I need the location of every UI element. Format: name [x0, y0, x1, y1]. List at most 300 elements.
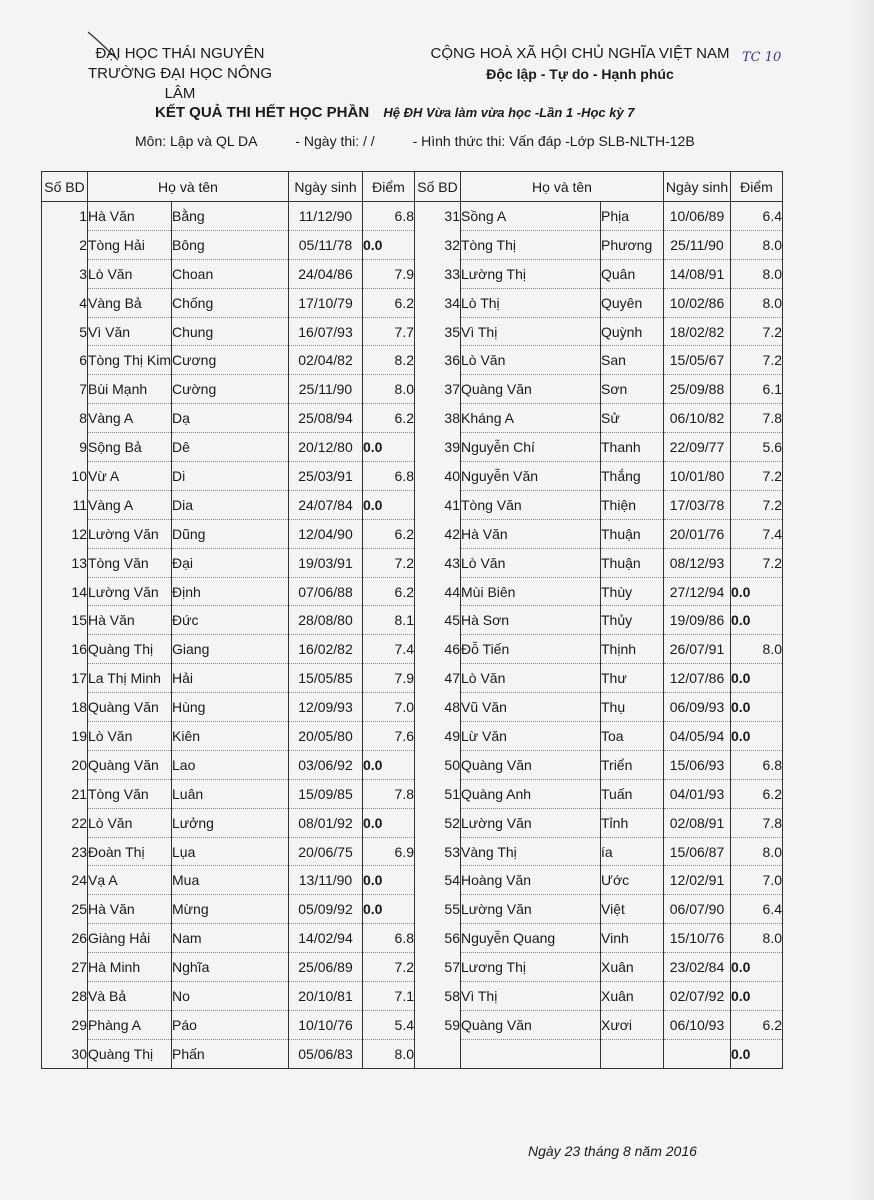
table-row [42, 664, 783, 693]
right-ho-cell: Quàng Văn [461, 1010, 601, 1039]
left-ten-cell: Định [172, 577, 289, 606]
right-ten-cell: Phịa [601, 202, 664, 231]
right-sbd-cell: 31 [415, 202, 461, 231]
right-ho-cell: Lương Thị [461, 953, 601, 982]
table-row [42, 548, 783, 577]
right-ten-cell: Triển [601, 750, 664, 779]
right-diem-cell: 7.2 [731, 346, 783, 375]
left-ns-cell: 05/06/83 [289, 1039, 363, 1068]
left-ns-cell: 20/10/81 [289, 982, 363, 1011]
left-diem-cell: 6.8 [363, 462, 415, 491]
results-body [42, 202, 783, 1069]
left-diem-cell: 6.2 [363, 519, 415, 548]
right-ten-cell: Thùy [601, 577, 664, 606]
right-ten-cell: San [601, 346, 664, 375]
left-sbd-cell: 25 [42, 895, 88, 924]
left-ns-cell: 12/04/90 [289, 519, 363, 548]
right-ten-cell: Thiện [601, 490, 664, 519]
left-ns-cell: 12/09/93 [289, 693, 363, 722]
left-ho-cell: Sộng Bả [88, 433, 172, 462]
right-ns-cell: 25/09/88 [664, 375, 731, 404]
right-diem-cell: 8.0 [731, 230, 783, 259]
left-sbd-cell: 4 [42, 288, 88, 317]
right-ns-cell: 17/03/78 [664, 490, 731, 519]
left-ho-cell: Phàng A [88, 1010, 172, 1039]
left-sbd-cell: 12 [42, 519, 88, 548]
right-ns-cell: 10/02/86 [664, 288, 731, 317]
right-ho-cell: Lò Văn [461, 548, 601, 577]
right-ho-cell: Lường Thị [461, 259, 601, 288]
right-diem-cell: 7.8 [731, 404, 783, 433]
right-sbd-cell: 46 [415, 635, 461, 664]
left-sbd-cell: 28 [42, 982, 88, 1011]
table-row [42, 577, 783, 606]
left-diem-cell: 8.1 [363, 606, 415, 635]
signing-date: Ngày 23 tháng 8 năm 2016 [528, 1143, 697, 1159]
right-sbd-cell: 35 [415, 317, 461, 346]
right-ten-cell: Thụ [601, 693, 664, 722]
right-ten-cell: Thịnh [601, 635, 664, 664]
left-sbd-cell: 14 [42, 577, 88, 606]
right-diem-cell: 8.0 [731, 837, 783, 866]
left-diem-cell: 5.4 [363, 1010, 415, 1039]
table-row [42, 953, 783, 982]
left-diem-cell: 0.0 [363, 895, 415, 924]
left-diem-cell: 7.4 [363, 635, 415, 664]
page-edge-shadow [848, 0, 874, 1200]
left-diem-cell: 0.0 [363, 808, 415, 837]
left-ns-cell: 25/11/90 [289, 375, 363, 404]
left-diem-cell: 7.9 [363, 664, 415, 693]
table-row [42, 346, 783, 375]
right-ns-cell: 04/05/94 [664, 722, 731, 751]
left-ten-cell: Di [172, 462, 289, 491]
table-row [42, 866, 783, 895]
right-ns-cell [664, 1039, 731, 1068]
right-ten-cell: Ước [601, 866, 664, 895]
col-header-name: Họ và tên [88, 172, 289, 202]
left-ho-cell: Lò Văn [88, 808, 172, 837]
table-row [42, 288, 783, 317]
document-title [155, 104, 635, 121]
left-sbd-cell: 6 [42, 346, 88, 375]
right-sbd-cell: 37 [415, 375, 461, 404]
left-ten-cell: Chống [172, 288, 289, 317]
school-name: TRƯỜNG ĐẠI HỌC NÔNG LÂM [87, 65, 272, 102]
left-sbd-cell: 30 [42, 1039, 88, 1068]
right-sbd-cell: 45 [415, 606, 461, 635]
left-ho-cell: Vừ A [88, 462, 172, 491]
left-ns-cell: 16/07/93 [289, 317, 363, 346]
left-ho-cell: Vàng A [88, 404, 172, 433]
left-diem-cell: 6.2 [363, 288, 415, 317]
left-sbd-cell: 1 [42, 202, 88, 231]
right-ns-cell: 20/01/76 [664, 519, 731, 548]
right-diem-cell: 7.8 [731, 808, 783, 837]
left-sbd-cell: 9 [42, 433, 88, 462]
table-row [42, 606, 783, 635]
right-ten-cell: Thắng [601, 462, 664, 491]
left-ho-cell: Vạ A [88, 866, 172, 895]
left-ten-cell: Phấn [172, 1039, 289, 1068]
left-sbd-cell: 10 [42, 462, 88, 491]
left-diem-cell: 7.2 [363, 953, 415, 982]
right-ns-cell: 27/12/94 [664, 577, 731, 606]
left-ns-cell: 15/05/85 [289, 664, 363, 693]
left-ten-cell: Mừng [172, 895, 289, 924]
right-sbd-cell: 47 [415, 664, 461, 693]
table-row [42, 722, 783, 751]
right-ns-cell: 02/07/92 [664, 982, 731, 1011]
right-diem-cell: 6.4 [731, 202, 783, 231]
right-ho-cell: Đỗ Tiến [461, 635, 601, 664]
right-ns-cell: 15/06/87 [664, 837, 731, 866]
right-ho-cell: Lò Văn [461, 346, 601, 375]
left-ns-cell: 25/06/89 [289, 953, 363, 982]
table-row [42, 982, 783, 1011]
left-ten-cell: Cường [172, 375, 289, 404]
right-ten-cell: Phương [601, 230, 664, 259]
right-ho-cell: Nguyễn Chí [461, 433, 601, 462]
right-diem-cell: 7.0 [731, 866, 783, 895]
left-ho-cell: Tòng Văn [88, 779, 172, 808]
right-ho-cell: Vì Thị [461, 317, 601, 346]
left-ho-cell: Vàng Bả [88, 288, 172, 317]
right-diem-cell: 6.8 [731, 750, 783, 779]
right-ho-cell: Vàng Thị [461, 837, 601, 866]
table-row [42, 808, 783, 837]
right-diem-cell: 0.0 [731, 664, 783, 693]
right-ns-cell: 10/01/80 [664, 462, 731, 491]
university-name: ĐẠI HỌC THÁI NGUYÊN [95, 45, 265, 62]
right-sbd-cell: 58 [415, 982, 461, 1011]
left-sbd-cell: 22 [42, 808, 88, 837]
left-diem-cell: 6.8 [363, 924, 415, 953]
left-ns-cell: 28/08/80 [289, 606, 363, 635]
right-ho-cell: Tòng Văn [461, 490, 601, 519]
right-diem-cell: 0.0 [731, 577, 783, 606]
table-row [42, 375, 783, 404]
right-ho-cell: Nguyễn Văn [461, 462, 601, 491]
left-ten-cell: Luân [172, 779, 289, 808]
left-diem-cell: 8.0 [363, 1039, 415, 1068]
left-ho-cell: Quàng Thị [88, 1039, 172, 1068]
left-sbd-cell: 18 [42, 693, 88, 722]
right-ho-cell: Sồng A [461, 202, 601, 231]
right-sbd-cell: 50 [415, 750, 461, 779]
right-ten-cell: Toa [601, 722, 664, 751]
left-ns-cell: 20/05/80 [289, 722, 363, 751]
left-ho-cell: Quàng Văn [88, 693, 172, 722]
left-diem-cell: 7.9 [363, 259, 415, 288]
left-ns-cell: 24/07/84 [289, 490, 363, 519]
right-sbd-cell: 42 [415, 519, 461, 548]
left-ns-cell: 24/04/86 [289, 259, 363, 288]
left-diem-cell: 6.9 [363, 837, 415, 866]
left-ho-cell: Lường Văn [88, 519, 172, 548]
right-ns-cell: 15/06/93 [664, 750, 731, 779]
left-ho-cell: Và Bả [88, 982, 172, 1011]
left-ten-cell: Choan [172, 259, 289, 288]
table-row [42, 779, 783, 808]
right-ns-cell: 23/02/84 [664, 953, 731, 982]
right-diem-cell: 5.6 [731, 433, 783, 462]
left-ho-cell: Lò Văn [88, 259, 172, 288]
right-ns-cell: 15/10/76 [664, 924, 731, 953]
right-ten-cell: Tỉnh [601, 808, 664, 837]
table-row [42, 259, 783, 288]
right-diem-cell: 8.0 [731, 635, 783, 664]
left-ho-cell: Lò Văn [88, 722, 172, 751]
left-sbd-cell: 24 [42, 866, 88, 895]
left-ns-cell: 17/10/79 [289, 288, 363, 317]
table-row [42, 519, 783, 548]
right-ho-cell: Lừ Văn [461, 722, 601, 751]
left-diem-cell: 0.0 [363, 490, 415, 519]
right-sbd-cell: 49 [415, 722, 461, 751]
left-ns-cell: 08/01/92 [289, 808, 363, 837]
right-ns-cell: 06/09/93 [664, 693, 731, 722]
left-ten-cell: Nam [172, 924, 289, 953]
left-ns-cell: 05/11/78 [289, 230, 363, 259]
national-motto: Độc lập - Tự do - Hạnh phúc [486, 66, 674, 82]
right-ten-cell: Xuân [601, 953, 664, 982]
left-sbd-cell: 17 [42, 664, 88, 693]
right-sbd-cell: 32 [415, 230, 461, 259]
left-sbd-cell: 2 [42, 230, 88, 259]
right-ho-cell: Lò Văn [461, 664, 601, 693]
right-ho-cell [461, 1039, 601, 1068]
right-ten-cell: Thuận [601, 548, 664, 577]
table-row [42, 750, 783, 779]
left-ho-cell: Lường Văn [88, 577, 172, 606]
left-ns-cell: 19/03/91 [289, 548, 363, 577]
title-system: Hệ ĐH Vừa làm vừa học -Lần 1 -Học kỳ 7 [383, 105, 635, 120]
right-sbd-cell: 39 [415, 433, 461, 462]
country-name: CỘNG HOÀ XÃ HỘI CHỦ NGHĨA VIỆT NAM [430, 45, 730, 62]
left-ho-cell: Hà Văn [88, 202, 172, 231]
left-ten-cell: Bông [172, 230, 289, 259]
left-ho-cell: Quàng Thị [88, 635, 172, 664]
right-ho-cell: Hoàng Văn [461, 866, 601, 895]
table-header-row [42, 172, 783, 202]
right-diem-cell: 0.0 [731, 693, 783, 722]
left-ns-cell: 05/09/92 [289, 895, 363, 924]
left-diem-cell: 8.0 [363, 375, 415, 404]
right-ten-cell: Quyên [601, 288, 664, 317]
left-diem-cell: 0.0 [363, 433, 415, 462]
right-sbd-cell: 40 [415, 462, 461, 491]
left-ns-cell: 07/06/88 [289, 577, 363, 606]
right-sbd-cell: 43 [415, 548, 461, 577]
left-ns-cell: 11/12/90 [289, 202, 363, 231]
right-ns-cell: 12/07/86 [664, 664, 731, 693]
col-header-name: Họ và tên [461, 172, 664, 202]
left-ten-cell: Hải [172, 664, 289, 693]
right-ho-cell: Quàng Văn [461, 375, 601, 404]
left-ten-cell: Páo [172, 1010, 289, 1039]
col-header-dob: Ngày sinh [289, 172, 363, 202]
right-sbd-cell: 38 [415, 404, 461, 433]
left-diem-cell: 7.6 [363, 722, 415, 751]
right-ho-cell: Vũ Văn [461, 693, 601, 722]
right-diem-cell: 7.2 [731, 462, 783, 491]
left-diem-cell: 6.2 [363, 404, 415, 433]
right-diem-cell: 7.2 [731, 490, 783, 519]
left-ten-cell: Đại [172, 548, 289, 577]
left-sbd-cell: 29 [42, 1010, 88, 1039]
col-header-sbd: Số BD [42, 172, 88, 202]
left-ns-cell: 03/06/92 [289, 750, 363, 779]
left-ten-cell: Mua [172, 866, 289, 895]
left-ho-cell: Quàng Văn [88, 750, 172, 779]
right-diem-cell: 6.2 [731, 779, 783, 808]
left-ten-cell: No [172, 982, 289, 1011]
right-ten-cell: Xuân [601, 982, 664, 1011]
table-row [42, 490, 783, 519]
right-diem-cell: 7.4 [731, 519, 783, 548]
right-diem-cell: 8.0 [731, 288, 783, 317]
right-sbd-cell: 51 [415, 779, 461, 808]
col-header-score: Điểm [363, 172, 415, 202]
right-ns-cell: 06/10/93 [664, 1010, 731, 1039]
right-ten-cell: Thư [601, 664, 664, 693]
left-ns-cell: 15/09/85 [289, 779, 363, 808]
left-ten-cell: Chung [172, 317, 289, 346]
left-ten-cell: Dê [172, 433, 289, 462]
exam-date-label: - Ngày thi: / / [295, 133, 375, 149]
left-sbd-cell: 5 [42, 317, 88, 346]
right-ho-cell: Hà Văn [461, 519, 601, 548]
right-ten-cell [601, 1039, 664, 1068]
left-ten-cell: Lưởng [172, 808, 289, 837]
right-ho-cell: Hà Sơn [461, 606, 601, 635]
left-diem-cell: 6.2 [363, 577, 415, 606]
left-ten-cell: Cương [172, 346, 289, 375]
left-ten-cell: Bằng [172, 202, 289, 231]
left-diem-cell: 7.8 [363, 779, 415, 808]
right-diem-cell: 8.0 [731, 259, 783, 288]
right-sbd-cell: 34 [415, 288, 461, 317]
right-diem-cell: 7.2 [731, 317, 783, 346]
right-ho-cell: Lường Văn [461, 895, 601, 924]
left-ho-cell: Hà Văn [88, 606, 172, 635]
right-ns-cell: 15/05/67 [664, 346, 731, 375]
left-diem-cell: 0.0 [363, 230, 415, 259]
left-sbd-cell: 7 [42, 375, 88, 404]
right-sbd-cell: 48 [415, 693, 461, 722]
right-sbd-cell: 36 [415, 346, 461, 375]
right-sbd-cell: 41 [415, 490, 461, 519]
right-sbd-cell: 57 [415, 953, 461, 982]
right-ns-cell: 06/07/90 [664, 895, 731, 924]
right-ns-cell: 18/02/82 [664, 317, 731, 346]
right-ho-cell: Lường Văn [461, 808, 601, 837]
subject-label: Môn: Lập và QL DA [135, 133, 258, 149]
col-header-score: Điểm [731, 172, 783, 202]
right-ten-cell: Tuấn [601, 779, 664, 808]
table-row [42, 404, 783, 433]
table-row [42, 635, 783, 664]
right-ho-cell: Quàng Văn [461, 750, 601, 779]
left-sbd-cell: 3 [42, 259, 88, 288]
table-row [42, 1010, 783, 1039]
left-ns-cell: 10/10/76 [289, 1010, 363, 1039]
results-table [41, 171, 783, 1069]
right-diem-cell: 6.4 [731, 895, 783, 924]
right-ns-cell: 06/10/82 [664, 404, 731, 433]
right-ho-cell: Vì Thị [461, 982, 601, 1011]
left-ns-cell: 14/02/94 [289, 924, 363, 953]
right-ten-cell: Sơn [601, 375, 664, 404]
right-sbd-cell: 33 [415, 259, 461, 288]
left-diem-cell: 6.8 [363, 202, 415, 231]
left-ten-cell: Nghĩa [172, 953, 289, 982]
right-ho-cell: Kháng A [461, 404, 601, 433]
left-ten-cell: Kiên [172, 722, 289, 751]
table-row [42, 693, 783, 722]
left-ho-cell: Hà Minh [88, 953, 172, 982]
right-ten-cell: Sử [601, 404, 664, 433]
right-ns-cell: 14/08/91 [664, 259, 731, 288]
col-header-dob: Ngày sinh [664, 172, 731, 202]
right-ns-cell: 04/01/93 [664, 779, 731, 808]
right-diem-cell: 0.0 [731, 1039, 783, 1068]
left-ns-cell: 20/12/80 [289, 433, 363, 462]
left-ho-cell: Hà Văn [88, 895, 172, 924]
table-row [42, 837, 783, 866]
left-ns-cell: 20/06/75 [289, 837, 363, 866]
right-ns-cell: 25/11/90 [664, 230, 731, 259]
right-ho-cell: Lò Thị [461, 288, 601, 317]
left-sbd-cell: 26 [42, 924, 88, 953]
left-sbd-cell: 23 [42, 837, 88, 866]
right-sbd-cell: 55 [415, 895, 461, 924]
left-diem-cell: 0.0 [363, 866, 415, 895]
left-diem-cell: 8.2 [363, 346, 415, 375]
left-diem-cell: 7.0 [363, 693, 415, 722]
right-sbd-cell: 52 [415, 808, 461, 837]
left-ho-cell: Đoàn Thị [88, 837, 172, 866]
left-sbd-cell: 13 [42, 548, 88, 577]
right-sbd-cell [415, 1039, 461, 1068]
right-ns-cell: 08/12/93 [664, 548, 731, 577]
right-ten-cell: ía [601, 837, 664, 866]
left-ho-cell: Tòng Hải [88, 230, 172, 259]
left-ho-cell: Giàng Hải [88, 924, 172, 953]
col-header-sbd: Số BD [415, 172, 461, 202]
left-ho-cell: La Thị Minh [88, 664, 172, 693]
table-row [42, 924, 783, 953]
right-diem-cell: 0.0 [731, 982, 783, 1011]
left-sbd-cell: 19 [42, 722, 88, 751]
table-row [42, 230, 783, 259]
right-diem-cell: 6.1 [731, 375, 783, 404]
right-ho-cell: Nguyễn Quang [461, 924, 601, 953]
table-row [42, 202, 783, 231]
right-sbd-cell: 54 [415, 866, 461, 895]
left-ho-cell: Vì Văn [88, 317, 172, 346]
right-sbd-cell: 44 [415, 577, 461, 606]
left-ns-cell: 16/02/82 [289, 635, 363, 664]
left-sbd-cell: 27 [42, 953, 88, 982]
left-ho-cell: Tòng Thị Kim [88, 346, 172, 375]
right-ten-cell: Thanh [601, 433, 664, 462]
school-header [85, 44, 275, 104]
left-ten-cell: Hùng [172, 693, 289, 722]
left-ten-cell: Dia [172, 490, 289, 519]
left-sbd-cell: 15 [42, 606, 88, 635]
